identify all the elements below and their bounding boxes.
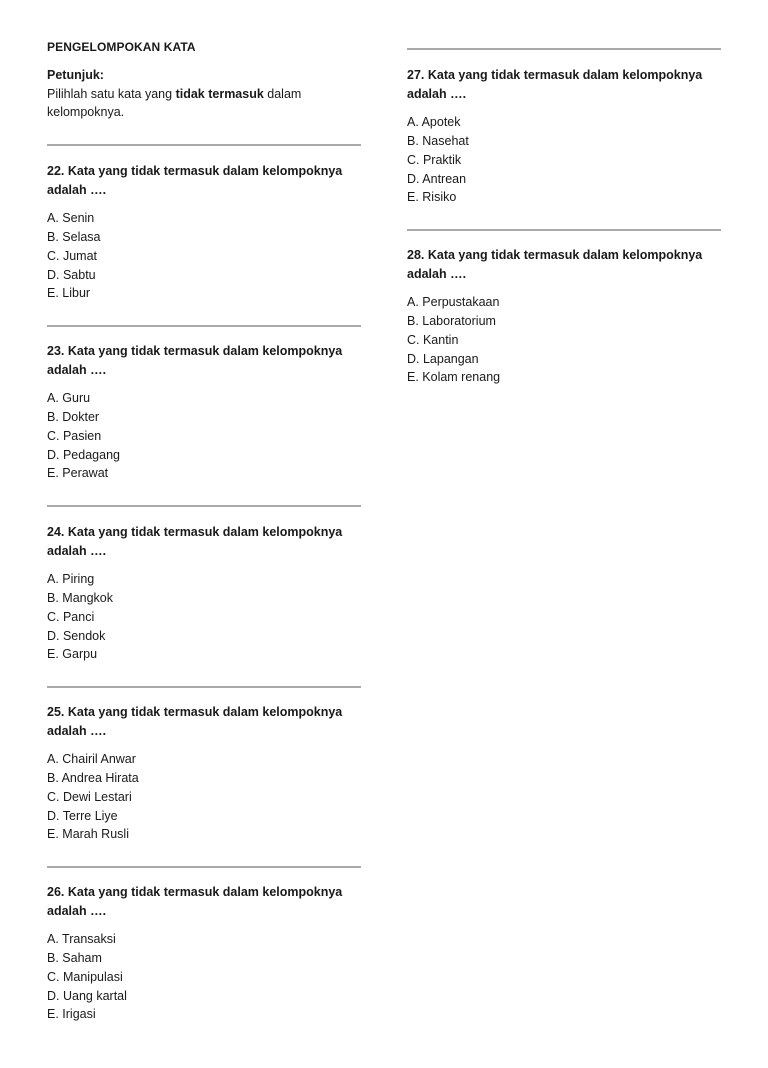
question-text: 27. Kata yang tidak termasuk dalam kelompoknya adalah …. (407, 68, 703, 101)
question-text: 26. Kata yang tidak termasuk dalam kelompoknya adalah …. (47, 885, 343, 918)
option-list (407, 113, 717, 207)
question-text: 23. Kata yang tidak termasuk dalam kelompoknya adalah …. (47, 344, 343, 377)
option-e: E. Risiko (407, 190, 457, 205)
option-e: E. Kolam renang (407, 370, 501, 385)
question-text: 25. Kata yang tidak termasuk dalam kelompoknya adalah …. (47, 705, 343, 738)
question-text: 24. Kata yang tidak termasuk dalam kelompoknya adalah …. (47, 525, 343, 558)
option-d: D. Lapangan (407, 351, 479, 366)
divider (47, 686, 361, 688)
option-c: C. Manipulasi (47, 969, 123, 984)
instruction-block (47, 66, 347, 122)
option-a: A. Piring (47, 572, 95, 587)
option-c: C. Kantin (407, 332, 459, 347)
option-e: E. Perawat (47, 466, 109, 481)
question-24 (47, 523, 357, 664)
divider (47, 144, 361, 146)
option-list (47, 570, 357, 664)
option-e: E. Libur (47, 286, 91, 301)
divider (47, 325, 361, 327)
option-d: D. Terre Liye (47, 808, 118, 823)
divider (47, 866, 361, 868)
option-d: D. Sabtu (47, 267, 96, 282)
option-a: A. Chairil Anwar (47, 752, 136, 767)
option-e: E. Marah Rusli (47, 827, 129, 842)
option-a: A. Senin (47, 211, 95, 226)
option-d: D. Antrean (407, 171, 467, 186)
option-c: C. Pasien (47, 428, 102, 443)
option-b: B. Selasa (47, 230, 101, 245)
question-22 (47, 162, 357, 303)
option-d: D. Pedagang (47, 447, 120, 462)
option-a: A. Transaksi (47, 932, 116, 947)
instruction-text-after: dalam kelompoknya. (47, 86, 302, 120)
option-a: A. Guru (47, 391, 91, 406)
page-title: PENGELOMPOKAN KATA (47, 40, 196, 54)
option-c: C. Panci (47, 609, 95, 624)
option-d: D. Uang kartal (47, 988, 127, 1003)
instruction-label: Petunjuk: (47, 68, 104, 82)
question-26 (47, 883, 357, 1024)
question-23 (47, 342, 357, 483)
option-list (47, 750, 357, 844)
option-e: E. Garpu (47, 647, 98, 662)
question-28 (407, 246, 717, 387)
option-a: A. Perpustakaan (407, 295, 500, 310)
option-c: C. Praktik (407, 152, 462, 167)
question-27 (407, 66, 717, 207)
option-c: C. Dewi Lestari (47, 789, 132, 804)
option-list (47, 389, 357, 483)
option-b: B. Mangkok (47, 591, 114, 606)
option-b: B. Dokter (47, 410, 100, 425)
question-25 (47, 703, 357, 844)
option-b: B. Nasehat (407, 134, 469, 149)
divider (407, 229, 721, 231)
instruction-text-before: Pilihlah satu kata yang (47, 86, 176, 101)
divider (407, 48, 721, 50)
option-d: D. Sendok (47, 628, 106, 643)
option-c: C. Jumat (47, 248, 98, 263)
option-b: B. Andrea Hirata (47, 771, 139, 786)
question-text: 28. Kata yang tidak termasuk dalam kelompoknya adalah …. (407, 248, 703, 281)
option-b: B. Saham (47, 951, 102, 966)
option-list (47, 930, 357, 1024)
divider (47, 505, 361, 507)
instruction-text-bold: tidak termasuk (175, 86, 264, 101)
option-list (47, 209, 357, 303)
question-text: 22. Kata yang tidak termasuk dalam kelompoknya adalah …. (47, 164, 343, 197)
option-b: B. Laboratorium (407, 314, 496, 329)
option-e: E. Irigasi (47, 1007, 96, 1022)
option-a: A. Apotek (407, 115, 461, 130)
option-list (407, 293, 717, 387)
